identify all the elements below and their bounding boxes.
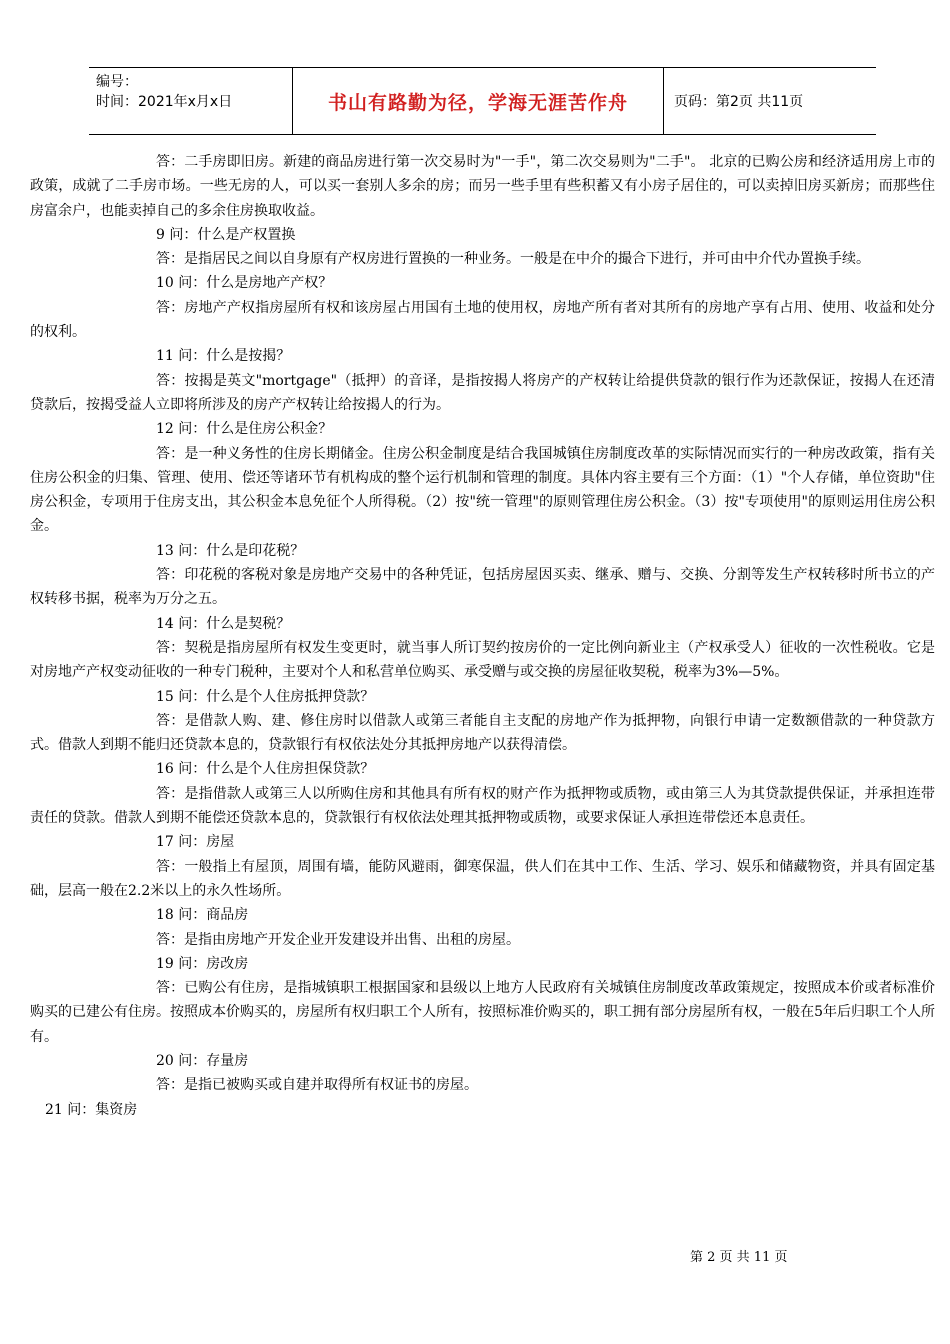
document-date-label: 时间：2021年x月x日 <box>96 94 233 110</box>
question-heading: 14 问：什么是契税？ <box>156 615 291 632</box>
answer-paragraph: 答：按揭是英文"mortgage"（抵押）的音译，是指按揭人将房产的产权转让给提供贷款的银行作为还款保证，按揭人在还清贷款后，按揭受益人立即将所涉及的房产产权转让给按揭人的行为。 <box>30 372 935 413</box>
answer-paragraph: 答：已购公有住房，是指城镇职工根据国家和县级以上地方人民政府有关城镇住房制度改革政策规定，按照成本价或者标准价购买的已建公有住房。按照成本价购买的，房屋所有权归职工个人所有，按照标准价购买的，职工拥有部分房屋所有权，一般在5年后归职工个人所有。 <box>30 980 935 1045</box>
question-heading: 10 问：什么是房地产产权？ <box>156 275 333 292</box>
question-heading: 13 问：什么是印花税？ <box>156 542 305 559</box>
header-motto: 书山有路勤为径，学海无涯苦作舟 <box>327 91 628 114</box>
answer-paragraph: 答：二手房即旧房。新建的商品房进行第一次交易时为"一手"，第二次交易则为"二手"。 北京的已购公房和经济适用房上市的政策，成就了二手房市场。一些无房的人，可以买一套别人多余的房；而另一些手里有些积蓄又有小房子居住的，可以卖掉旧房买新房；而那些住房富余户，也能卖掉自己的多余住房换取收益。 <box>30 154 935 219</box>
answer-paragraph: 答：印花税的客税对象是房地产交易中的各种凭证，包括房屋因买卖、继承、赠与、交换、分割等发生产权转移时所书立的产权转移书据，税率为万分之五。 <box>30 567 935 608</box>
footer-page-number: 第 2 页 共 11 页 <box>690 1250 788 1265</box>
document-number-label: 编号： <box>96 74 138 90</box>
question-heading: 21 问：集资房 <box>45 1101 138 1118</box>
answer-paragraph: 答：一般指上有屋顶，周围有墙，能防风避雨，御寒保温，供人们在其中工作、生活、学习、娱乐和储藏物资，并具有固定基础，层高一般在2.2米以上的永久性场所。 <box>30 858 935 899</box>
header-table <box>89 67 876 135</box>
question-heading: 12 问：什么是住房公积金？ <box>156 421 333 438</box>
header-motto-cell <box>293 68 664 135</box>
question-heading: 16 问：什么是个人住房担保贷款？ <box>156 761 375 778</box>
answer-paragraph: 答：是指已被购买或自建并取得所有权证书的房屋。 <box>156 1077 478 1094</box>
header-meta-cell <box>89 68 293 135</box>
header-page-number: 页码：第2页 共11页 <box>674 94 804 110</box>
answer-paragraph: 答：是指由房地产开发企业开发建设并出售、出租的房屋。 <box>156 931 520 948</box>
question-heading: 17 问：房屋 <box>156 834 235 851</box>
document-body <box>30 150 935 1122</box>
header-page-cell <box>664 68 877 135</box>
question-heading: 19 问：房改房 <box>156 955 249 972</box>
answer-paragraph: 答：是一种义务性的住房长期储金。住房公积金制度是结合我国城镇住房制度改革的实际情况而实行的一种房改政策，指有关住房公积金的归集、管理、使用、偿还等诸环节有机构成的整个运行机制和管理的制度。具体内容主要有三个方面：（1）"个人存储，单位资助"住房公积金，专项用于住房支出，其公积金本息免征个人所得税。（2）按"统一管理"的原则管理住房公积金。（3）按"专项使用"的原则运用住房公积金。 <box>30 445 935 535</box>
question-heading: 15 问：什么是个人住房抵押贷款？ <box>156 688 375 705</box>
answer-paragraph: 答：是指借款人或第三人以所购住房和其他具有所有权的财产作为抵押物或质物，或由第三人为其贷款提供保证，并承担连带责任的贷款。借款人到期不能偿还贷款本息的，贷款银行有权依法处理其抵押物或质物，或要求保证人承担连带偿还本息责任。 <box>30 785 935 827</box>
answer-paragraph: 答：房地产产权指房屋所有权和该房屋占用国有土地的使用权，房地产所有者对其所有的房地产享有占用、使用、收益和处分的权利。 <box>30 299 935 341</box>
question-heading: 9 问：什么是产权置换 <box>156 226 296 243</box>
answer-paragraph: 答：契税是指房屋所有权发生变更时，就当事人所订契约按房价的一定比例向新业主（产权承受人）征收的一次性税收。它是对房地产产权变动征收的一种专门税种，主要对个人和私营单位购买、承受赠与或交换的房屋征收契税，税率为3%—5%。 <box>30 639 935 681</box>
question-heading: 20 问：存量房 <box>156 1052 249 1069</box>
question-heading: 18 问：商品房 <box>156 907 249 924</box>
answer-paragraph: 答：是指居民之间以自身原有产权房进行置换的一种业务。一般是在中介的撮合下进行，并可由中介代办置换手续。 <box>156 251 870 268</box>
answer-paragraph: 答：是借款人购、建、修住房时以借款人或第三者能自主支配的房地产作为抵押物，向银行申请一定数额借款的一种贷款方式。借款人到期不能归还贷款本息的，贷款银行有权依法处分其抵押房地产以获得清偿。 <box>30 712 935 754</box>
question-heading: 11 问：什么是按揭？ <box>156 348 291 365</box>
